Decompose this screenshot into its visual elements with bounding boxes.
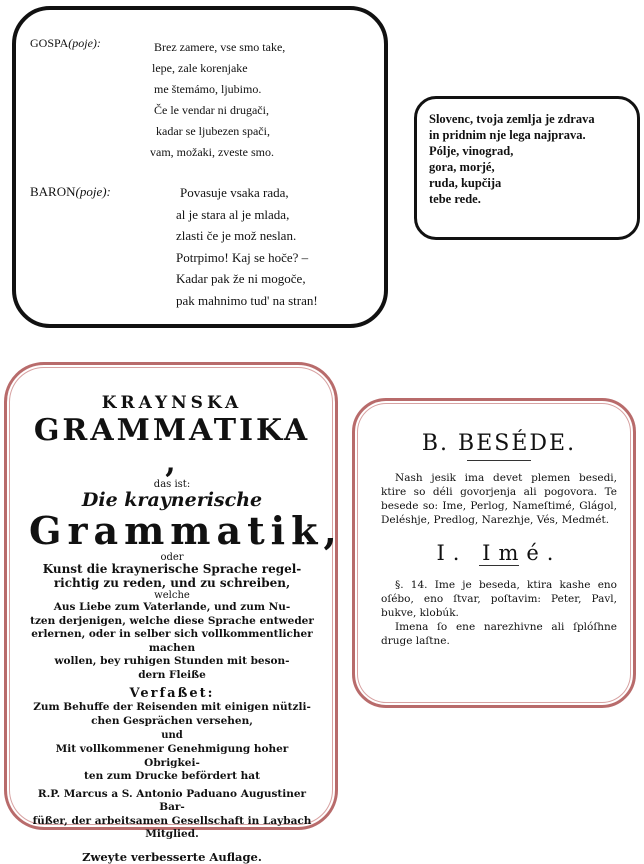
- book-line: und: [161, 730, 183, 741]
- speaker-name: BARON: [30, 184, 76, 199]
- book-title-card: [4, 362, 343, 864]
- poem-line: pak mahnimo tud' na stran!: [176, 292, 318, 308]
- poem-line: zlasti če je mož neslan.: [176, 228, 297, 243]
- book-line: dern Fleiße: [138, 668, 206, 681]
- poem-line: Povasuje vsaka rada,: [180, 185, 289, 200]
- book-line: Mit vollkommener Genehmigung hoher Obrigkei-: [55, 743, 289, 769]
- poem-line: lepe, zale korenjake: [152, 61, 248, 75]
- page-title: B. BESÉDE.: [421, 431, 577, 456]
- book-line: Grammatik,: [29, 508, 343, 553]
- poem-line: Kadar pak že ni mogoče,: [176, 271, 306, 286]
- poem-line: Brez zamere, vse smo take,: [154, 40, 286, 54]
- book-line: oder: [160, 552, 184, 563]
- verse-line: in pridnim nje lega najprava.: [429, 128, 586, 142]
- verse-line: Pólje, vinograd,: [429, 144, 514, 158]
- gospa-lines: [144, 37, 285, 163]
- verse-line: tebe rede.: [429, 192, 481, 206]
- poem-card: [12, 6, 388, 328]
- book-line: Die kraynerische: [81, 489, 263, 511]
- speaker-note: (poje):: [68, 36, 101, 50]
- book-line: wollen, bey ruhigen Stunden mit beson-: [54, 655, 290, 667]
- grammar-page-card: [352, 398, 636, 708]
- book-line: KRAYNSKA: [101, 393, 243, 413]
- grammar-page: [381, 431, 617, 648]
- section-heading: I. Imé.: [436, 541, 562, 565]
- poem-line: vam, možaki, zveste smo.: [150, 145, 274, 159]
- verse-line: Slovenc, tvoja zemlja je zdrava: [429, 112, 595, 126]
- book-title-page: [29, 389, 343, 864]
- poem-line: al je stara al je mlada,: [176, 206, 290, 222]
- book-line: füßer, der arbeitsamen Gesellschaft in Laybach: [32, 814, 312, 827]
- paragraph: Nash jesik ima devet plemen besedi, ktire so déli govorjenja ali pogovora. Te besede so: Ime, Perlog, Nameſtimé, Glágol, Deléshje, Predlog, Narezhje, Vés, Medmét.: [381, 472, 617, 526]
- speaker-name: GOSPA: [30, 36, 69, 50]
- book-line: tzen derjenigen, welche diese Sprache entweder: [30, 614, 314, 627]
- speaker-note: (poje):: [75, 184, 111, 199]
- book-line: Zum Behuffe der Reisenden mit einigen nützli-: [33, 701, 311, 713]
- book-line: richtig zu reden, und zu schreiben,: [53, 575, 291, 590]
- book-line: Kunst die kraynerische Sprache regel-: [42, 562, 302, 576]
- speaker-gospa: [30, 36, 101, 51]
- poem-line: kadar se ljubezen spači,: [156, 124, 270, 138]
- book-line: welche: [154, 590, 190, 601]
- poem-line: me štemámo, ljubimo.: [154, 82, 262, 96]
- verse-line: ruda, kupčija: [429, 176, 502, 190]
- book-line: Mitglied.: [145, 828, 199, 840]
- poem-line: Če le vendar ni drugači,: [154, 103, 269, 117]
- title-rule: [467, 460, 531, 461]
- book-line: GRAMMATIKA ,: [33, 413, 311, 480]
- book-line: erlernen, oder in selber sich vollkommentlicher machen: [31, 628, 313, 654]
- book-line: Zweyte verbesserte Auflage.: [82, 849, 262, 864]
- verse-text: [429, 111, 595, 207]
- book-line: Verfaßet:: [129, 686, 215, 701]
- heading-rule: [479, 565, 519, 566]
- verse-line: gora, morjé,: [429, 160, 495, 174]
- book-line: das ist:: [153, 479, 191, 490]
- baron-lines: [176, 182, 318, 311]
- speaker-baron: [30, 184, 111, 200]
- book-line: R.P. Marcus a S. Antonio Paduano Augustiner Bar-: [37, 787, 307, 813]
- book-line: Aus Liebe zum Vaterlande, und zum Nu-: [53, 601, 291, 613]
- paragraph: Imena ſo ene narezhivne ali ſplóſhne druge laſtne.: [381, 621, 617, 647]
- paragraph: §. 14. Ime je beseda, ktira kashe eno oſébo, eno ſtvar, poſtavim: Peter, Pavl, bukve, klobúk.: [381, 579, 617, 619]
- verse-card: [414, 96, 640, 240]
- poem-line: Potrpimo! Kaj se hoče? –: [176, 249, 309, 265]
- book-line: chen Gesprächen versehen,: [91, 714, 253, 727]
- book-line: ten zum Drucke befördert hat: [84, 770, 260, 782]
